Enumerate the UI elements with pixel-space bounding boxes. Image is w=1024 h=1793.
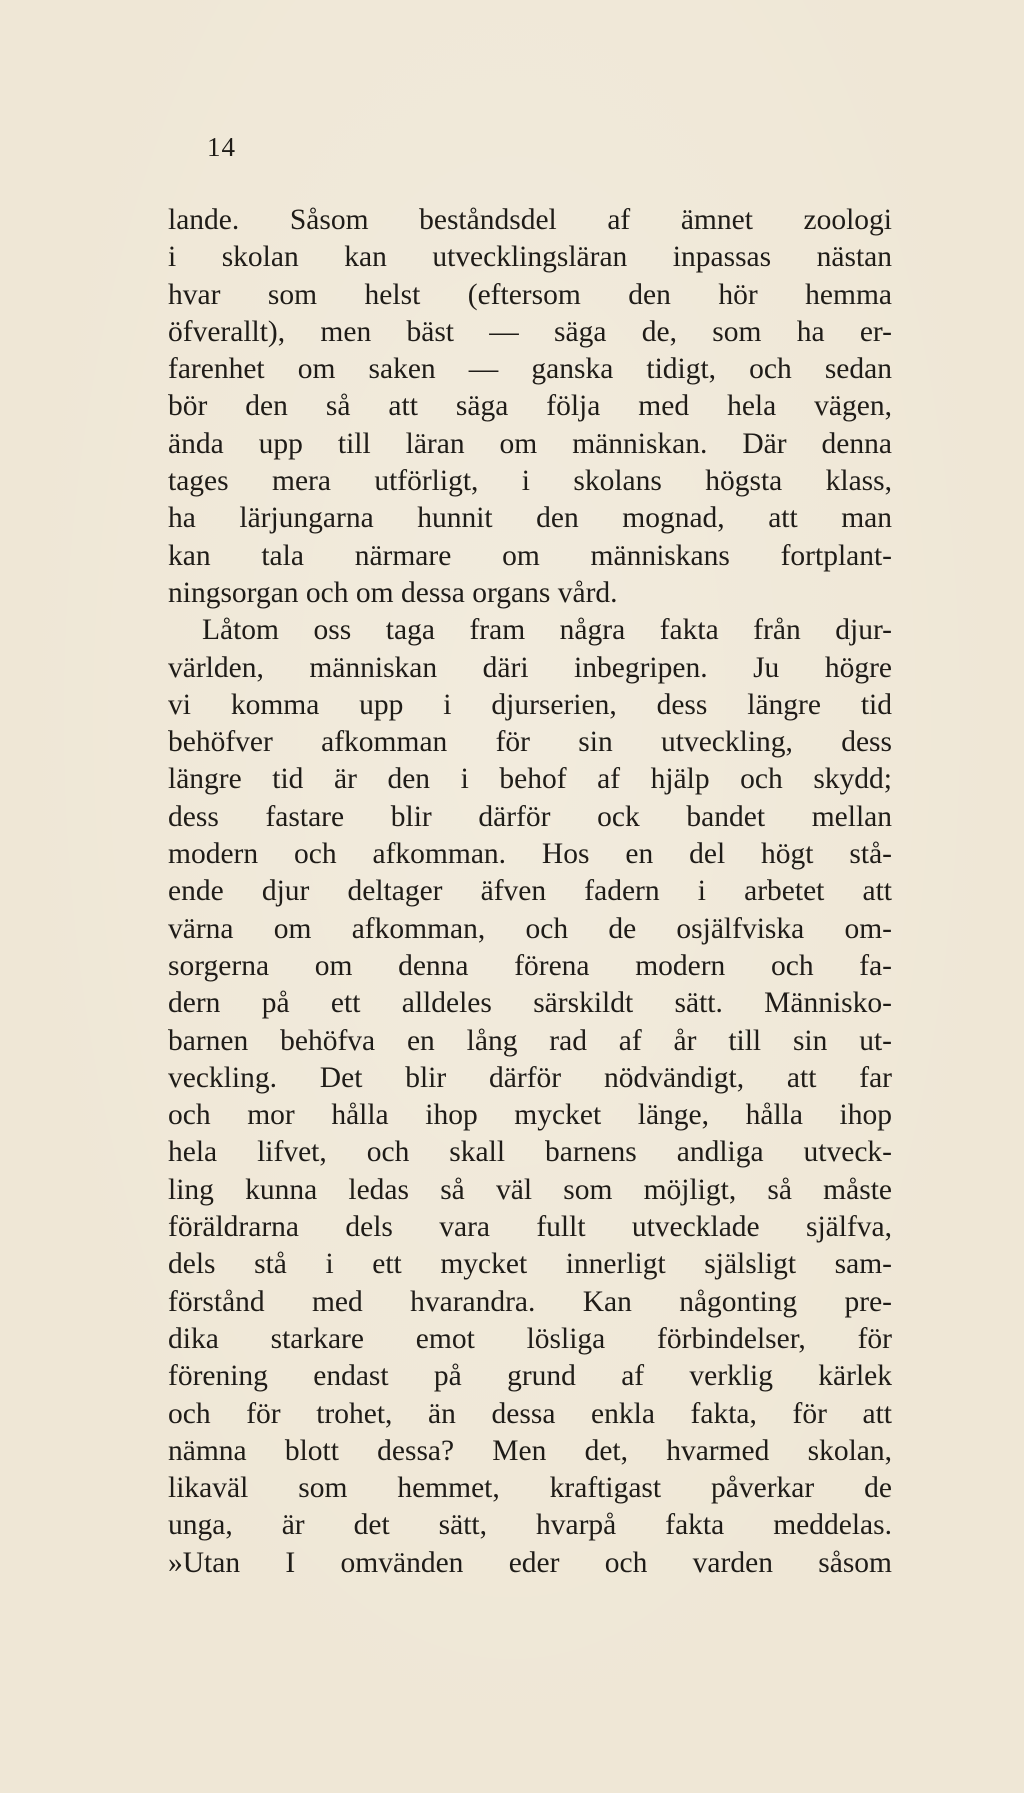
text-line: världen, människan däri inbegripen. Ju högre xyxy=(168,651,892,684)
text-line: bör den så att säga följa med hela vägen, xyxy=(168,390,892,423)
text-line: förening endast på grund af verklig kärlek xyxy=(168,1360,892,1393)
text-line: ling kunna ledas så väl som möjligt, så måste xyxy=(168,1173,892,1206)
text-line: dern på ett alldeles särskildt sätt. Människo- xyxy=(168,987,892,1020)
text-line: öfverallt), men bäst — säga de, som ha er- xyxy=(168,315,892,348)
text-line: sorgerna om denna förena modern och fa- xyxy=(168,949,892,982)
text-line: vi komma upp i djurserien, dess längre tid xyxy=(168,688,892,721)
text-line: ända upp till läran om människan. Där denna xyxy=(168,427,892,460)
text-line: föräldrarna dels vara fullt utvecklade själfva, xyxy=(168,1211,892,1244)
text-line: i skolan kan utvecklingsläran inpassas nästan xyxy=(168,241,892,274)
text-line: modern och afkomman. Hos en del högt stå- xyxy=(168,838,892,871)
text-line: hela lifvet, och skall barnens andliga utveck- xyxy=(168,1136,892,1169)
text-line: dika starkare emot lösliga förbindelser, för xyxy=(168,1322,892,1355)
text-line: förstånd med hvarandra. Kan någonting pre- xyxy=(168,1285,892,1318)
text-line: lande. Såsom beståndsdel af ämnet zoologi xyxy=(168,204,892,236)
text-line: behöfver afkomman för sin utveckling, dess xyxy=(168,726,892,759)
text-line: veckling. Det blir därför nödvändigt, att far xyxy=(168,1061,892,1094)
paragraph-start-line: Låtom oss taga fram några fakta från djur- xyxy=(202,614,892,647)
text-line: värna om afkomman, och de osjälfviska om- xyxy=(168,912,892,945)
text-line: nämna blott dessa? Men det, hvarmed skolan, xyxy=(168,1434,892,1467)
text-line: kan tala närmare om människans fortplant- xyxy=(168,539,892,572)
text-line: barnen behöfva en lång rad af år till sin ut- xyxy=(168,1024,892,1057)
text-line: hvar som helst (eftersom den hör hemma xyxy=(168,278,892,311)
paragraph-end-line: ningsorgan och om dessa organs vård. xyxy=(168,576,618,609)
text-line: dels stå i ett mycket innerligt själsligt sam- xyxy=(168,1248,892,1281)
text-line: »Utan I omvänden eder och varden såsom xyxy=(168,1546,892,1579)
text-line: tages mera utförligt, i skolans högsta klass, xyxy=(168,465,892,498)
text-line: och för trohet, än dessa enkla fakta, för att xyxy=(168,1397,892,1430)
text-line: likaväl som hemmet, kraftigast påverkar de xyxy=(168,1472,892,1505)
page-number: 14 xyxy=(207,132,236,162)
text-line: dess fastare blir därför ock bandet mellan xyxy=(168,800,892,833)
text-line: unga, är det sätt, hvarpå fakta meddelas. xyxy=(168,1509,892,1542)
text-line: längre tid är den i behof af hjälp och skydd; xyxy=(168,763,892,796)
text-line: ende djur deltager äfven fadern i arbetet att xyxy=(168,875,892,908)
text-line: farenhet om saken — ganska tidigt, och sedan xyxy=(168,353,892,386)
text-line: och mor hålla ihop mycket länge, hålla ihop xyxy=(168,1099,892,1132)
body-text xyxy=(168,202,892,1582)
text-line: ha lärjungarna hunnit den mognad, att man xyxy=(168,502,892,535)
